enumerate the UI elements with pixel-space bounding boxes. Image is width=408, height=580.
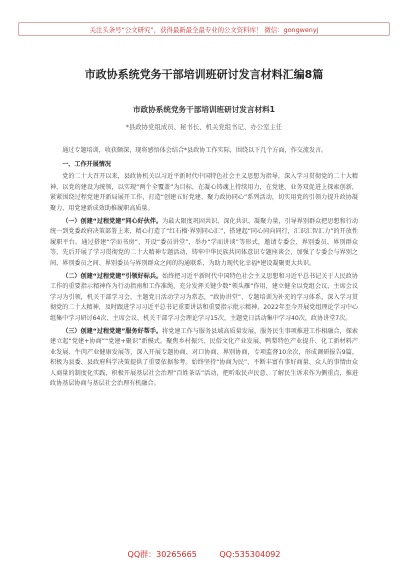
section-paragraph: 党的二十大召开以来，县政协机关以习近平新时代中国特色社会主义思想为指导，深入学习贯彻党的二十大精神，以党的建设为统领，以实现“两个全覆盖”为目标，在凝心铸魂上持续用力，在党建、业务双促进上探索创新，紧紧围绕过程党建开新局展开工作，打造“创建五好党建、聚力政协同心”系列活动，切实用党的引领力提升政协凝聚力，用党建新成效助推履职高质量。 bbox=[50, 173, 358, 212]
document-body bbox=[50, 146, 358, 392]
footer bbox=[0, 549, 408, 560]
item-text-1: 为最大限度巩固共识、深化共识、凝聚力量，引导界别群众把思想和行动统一到党委政府决策部署上来，精心打造了“红石榴·界别同心汇”，搭建起“同心同向同行，汇识汇智汇力”的开放性履职平台。通过搭建“学而书房”，开设“委员讲堂”，举办“学而讲谈”等形式，邀请专委会、界别委员、界别群众等，先后开展了学习贯彻党的二十大精神专题活动、铸牢中华民族共同体意识专题座谈会，加强了专委会与界别之间、界别委员之间、界别委员与界别群众之间的沟通联系，为助力现代化幸福*建设凝聚更大共识。 bbox=[50, 217, 359, 267]
item-paragraph-3 bbox=[50, 327, 358, 391]
document-title: 市政协系统党务干部培训班研讨发言材料1 bbox=[133, 105, 275, 114]
item-heading-3: （三）创建“过程党建”服务好帮手。 bbox=[62, 327, 163, 335]
qq-number: QQ:535304092 bbox=[219, 550, 281, 559]
qq-group: QQ群：30265665 bbox=[127, 550, 197, 559]
item-heading-2: （二）创建“过程党建”引领好标兵。 bbox=[62, 272, 163, 280]
item-paragraph-2 bbox=[50, 272, 358, 325]
page-title: 市政协系统党务干部培训班研讨发言材料汇编8篇 bbox=[84, 68, 324, 81]
section-heading: 一、工作开展情况 bbox=[62, 160, 111, 168]
item-text-2: 始终把习近平新时代中国特色社会主义思想和习近平总书记关于人民政协工作的重要指示精神作为行动指南和工作准绳，充分发挥关键少数“领头雁”作用，建立健全以党组会议、主席会议学习为引领，机关干部学习会、主题党日活动学习为常态，“政协讲堂”、专题培训为补充的学习体系，深入学习贯彻党的二十大精神，及时跟进学习习近平总书记重要讲话和重要指示批示精神，2022年至今开展党组理论学习中心组集中学习研讨64次、主席会议、机关干部学习会理论学习15次，主题党日活动集中学习40次，政协讲堂7次。 bbox=[50, 272, 359, 322]
item-paragraph-1 bbox=[50, 217, 358, 270]
top-banner: 关注头条号“公文研究”，获得最新最全最专业的公文资料库！ 微信：gongwenyj bbox=[18, 22, 390, 36]
intro-paragraph: 通过专题培训，收获颇深，现将感悟体会结合*县政协工作实际，围绕以下几个方面，作交流发言。 bbox=[62, 147, 328, 154]
item-text-3: 将党建工作与服务县域高质量发展、服务民生事项推进工作相融合，探索建立起“党建+协商”“党建+聚识”新模式。聚焦乡村振兴、民俗文化产业发展、鸭梨特色产业提升、化工新材料产业发展、牛肉产业健康发展等，深入开展专题协商、对口协商、界别协商，专项监督10余次，形成调研报告9篇，积极为县委、县政府科学决策提供了重要依据参考。始终坚持“协商为民”，不断丰富有事好商量、众人的事情由众人商量的制度化实践，积极开展基层社会治理“百姓茶话”活动，把听取民声民意、了解民生诉求作为侧重点，推进政协基层协商与基层社会治理有机融合。 bbox=[50, 327, 359, 388]
author-line: *县政协党组成员、秘书长、机关党组书记、办公室主任 bbox=[125, 123, 283, 131]
item-heading-1: （一）创建“过程党建”同心好伙伴。 bbox=[62, 217, 163, 225]
